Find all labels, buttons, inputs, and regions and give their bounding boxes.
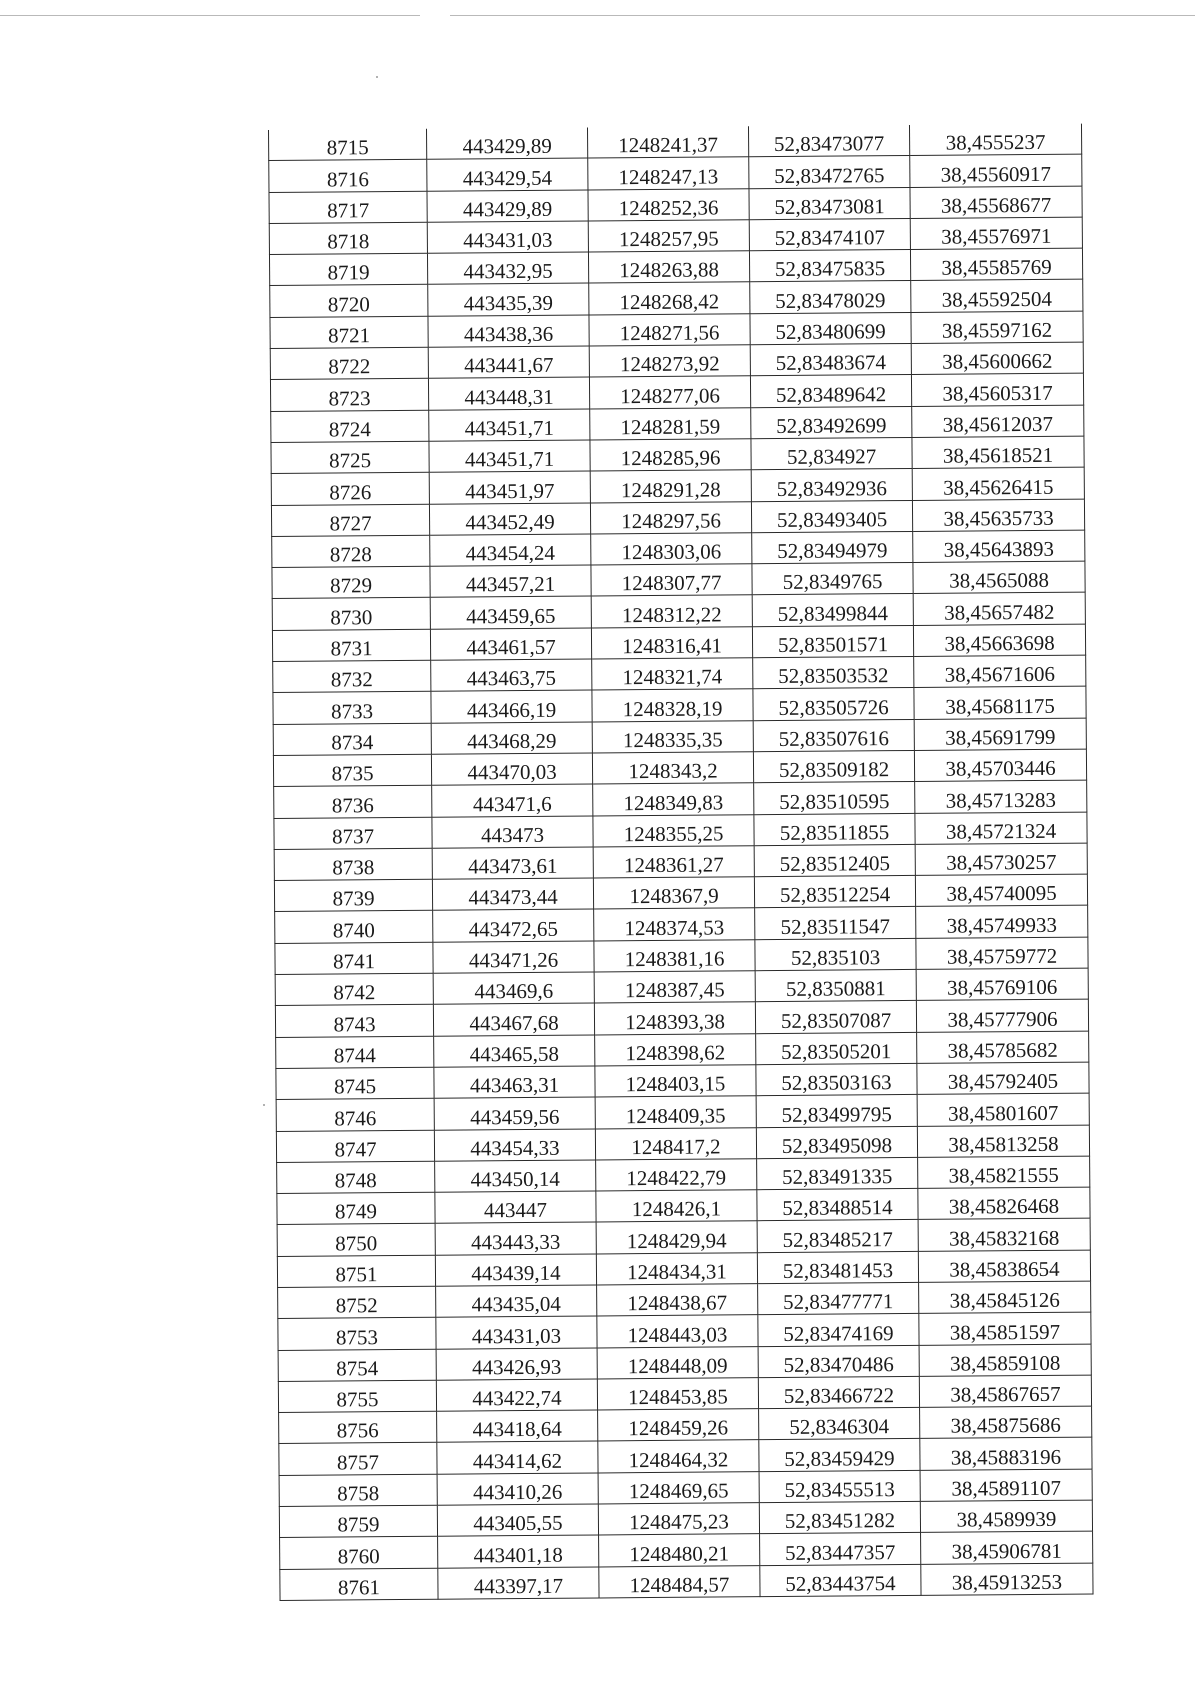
longitude-cell: 38,45832168 (918, 1218, 1090, 1251)
x-coordinate-cell: 443435,04 (436, 1285, 597, 1318)
latitude-cell: 52,83473081 (749, 187, 910, 220)
y-coordinate-cell: 1248464,32 (598, 1440, 759, 1473)
y-coordinate-cell: 1248434,31 (596, 1252, 757, 1285)
y-coordinate-cell: 1248403,15 (595, 1065, 756, 1098)
y-coordinate-cell: 1248277,06 (589, 376, 750, 409)
point-number-cell: 8719 (269, 253, 427, 286)
y-coordinate-cell: 1248426,1 (596, 1190, 757, 1223)
point-number-cell: 8746 (276, 1098, 434, 1131)
point-number-cell: 8735 (273, 754, 431, 787)
y-coordinate-cell: 1248263,88 (588, 251, 749, 284)
longitude-cell: 38,45785682 (917, 1031, 1089, 1064)
latitude-cell: 52,83511547 (755, 907, 916, 940)
y-coordinate-cell: 1248422,79 (596, 1158, 757, 1191)
latitude-cell: 52,8349765 (752, 563, 913, 596)
latitude-cell: 52,83470486 (758, 1345, 919, 1378)
y-coordinate-cell: 1248361,27 (593, 846, 754, 879)
longitude-cell: 38,45801607 (917, 1093, 1089, 1126)
latitude-cell: 52,835103 (755, 938, 916, 971)
longitude-cell: 38,4565088 (913, 561, 1085, 594)
x-coordinate-cell: 443471,6 (432, 784, 593, 817)
y-coordinate-cell: 1248307,77 (591, 564, 752, 597)
y-coordinate-cell: 1248273,92 (589, 345, 750, 378)
point-number-cell: 8745 (276, 1067, 434, 1100)
x-coordinate-cell: 443470,03 (431, 753, 592, 786)
longitude-cell: 38,45826468 (918, 1187, 1090, 1220)
y-coordinate-cell: 1248443,03 (597, 1315, 758, 1348)
latitude-cell: 52,83509182 (753, 750, 914, 783)
latitude-cell: 52,83493405 (751, 500, 912, 533)
latitude-cell: 52,83459429 (759, 1439, 920, 1472)
scan-speck (263, 1104, 265, 1106)
x-coordinate-cell: 443451,97 (429, 471, 590, 504)
latitude-cell: 52,83491335 (757, 1157, 918, 1190)
point-number-cell: 8740 (275, 911, 433, 944)
point-number-cell: 8752 (278, 1286, 436, 1319)
x-coordinate-cell: 443418,64 (437, 1410, 598, 1443)
point-number-cell: 8721 (270, 316, 428, 349)
longitude-cell: 38,45568677 (910, 186, 1082, 219)
latitude-cell: 52,83481453 (757, 1251, 918, 1284)
latitude-cell: 52,83451282 (759, 1501, 920, 1534)
x-coordinate-cell: 443397,17 (438, 1567, 599, 1600)
y-coordinate-cell: 1248268,42 (589, 282, 750, 315)
latitude-cell: 52,83499795 (756, 1095, 917, 1128)
point-number-cell: 8760 (280, 1537, 438, 1570)
latitude-cell: 52,83485217 (757, 1220, 918, 1253)
y-coordinate-cell: 1248247,13 (588, 157, 749, 190)
x-coordinate-cell: 443459,65 (430, 596, 591, 629)
point-number-cell: 8750 (277, 1224, 435, 1257)
latitude-cell: 52,83512254 (754, 876, 915, 909)
y-coordinate-cell: 1248438,67 (597, 1284, 758, 1317)
longitude-cell: 38,45597162 (911, 311, 1083, 344)
y-coordinate-cell: 1248343,2 (592, 752, 753, 785)
y-coordinate-cell: 1248448,09 (597, 1346, 758, 1379)
x-coordinate-cell: 443451,71 (429, 440, 590, 473)
latitude-cell: 52,83503532 (753, 656, 914, 689)
x-coordinate-cell: 443441,67 (428, 346, 589, 379)
x-coordinate-cell: 443465,58 (434, 1035, 595, 1068)
y-coordinate-cell: 1248417,2 (595, 1127, 756, 1160)
point-number-cell: 8756 (279, 1411, 437, 1444)
longitude-cell: 38,45560917 (910, 154, 1082, 187)
point-number-cell: 8728 (272, 535, 430, 568)
longitude-cell: 38,45592504 (911, 280, 1083, 313)
point-number-cell: 8731 (272, 629, 430, 662)
y-coordinate-cell: 1248429,94 (596, 1221, 757, 1254)
x-coordinate-cell: 443468,29 (431, 722, 592, 755)
point-number-cell: 8748 (277, 1161, 435, 1194)
longitude-cell: 38,45713283 (915, 780, 1087, 813)
coordinate-table (268, 124, 1094, 1601)
point-number-cell: 8742 (275, 973, 433, 1006)
y-coordinate-cell: 1248393,38 (594, 1002, 755, 1035)
longitude-cell: 38,45838654 (918, 1250, 1090, 1283)
longitude-cell: 38,45875686 (920, 1406, 1092, 1439)
longitude-cell: 38,45635733 (912, 499, 1084, 532)
y-coordinate-cell: 1248321,74 (592, 658, 753, 691)
longitude-cell: 38,45626415 (912, 467, 1084, 500)
latitude-cell: 52,83499844 (752, 594, 913, 627)
scan-edge-right (450, 15, 1195, 16)
x-coordinate-cell: 443401,18 (438, 1535, 599, 1568)
longitude-cell: 38,45859108 (919, 1344, 1091, 1377)
x-coordinate-cell: 443461,57 (430, 628, 591, 661)
point-number-cell: 8729 (272, 566, 430, 599)
y-coordinate-cell: 1248335,35 (592, 720, 753, 753)
longitude-cell: 38,45891107 (920, 1469, 1092, 1502)
y-coordinate-cell: 1248475,23 (598, 1503, 759, 1536)
x-coordinate-cell: 443459,56 (434, 1097, 595, 1130)
latitude-cell: 52,834927 (751, 437, 912, 470)
longitude-cell: 38,45671606 (914, 655, 1086, 688)
coordinate-table-body (268, 124, 1093, 1601)
x-coordinate-cell: 443473 (432, 816, 593, 849)
point-number-cell: 8758 (279, 1474, 437, 1507)
x-coordinate-cell: 443405,55 (437, 1504, 598, 1537)
point-number-cell: 8755 (278, 1380, 436, 1413)
y-coordinate-cell: 1248349,83 (593, 783, 754, 816)
longitude-cell: 38,45618521 (912, 436, 1084, 469)
latitude-cell: 52,83455513 (759, 1470, 920, 1503)
longitude-cell: 38,45663698 (913, 624, 1085, 657)
latitude-cell: 52,83495098 (756, 1126, 917, 1159)
y-coordinate-cell: 1248252,36 (588, 188, 749, 221)
x-coordinate-cell: 443410,26 (437, 1473, 598, 1506)
longitude-cell: 38,45769106 (916, 968, 1088, 1001)
point-number-cell: 8754 (278, 1349, 436, 1382)
x-coordinate-cell: 443447 (435, 1191, 596, 1224)
x-coordinate-cell: 443454,24 (430, 534, 591, 567)
latitude-cell: 52,83475835 (749, 250, 910, 283)
longitude-cell: 38,45792405 (917, 1062, 1089, 1095)
longitude-cell: 38,45813258 (917, 1125, 1089, 1158)
y-coordinate-cell: 1248281,59 (590, 407, 751, 440)
longitude-cell: 38,45691799 (914, 718, 1086, 751)
y-coordinate-cell: 1248374,53 (594, 908, 755, 941)
longitude-cell: 38,45749933 (916, 906, 1088, 939)
longitude-cell: 38,45906781 (921, 1531, 1093, 1564)
point-number-cell: 8761 (280, 1568, 438, 1601)
y-coordinate-cell: 1248328,19 (592, 689, 753, 722)
y-coordinate-cell: 1248409,35 (595, 1096, 756, 1129)
y-coordinate-cell: 1248303,06 (591, 533, 752, 566)
y-coordinate-cell: 1248469,65 (598, 1471, 759, 1504)
x-coordinate-cell: 443443,33 (435, 1222, 596, 1255)
coordinate-table-container (268, 124, 1088, 1601)
latitude-cell: 52,83473077 (748, 125, 909, 157)
point-number-cell: 8720 (270, 285, 428, 318)
latitude-cell: 52,83477771 (758, 1282, 919, 1315)
x-coordinate-cell: 443466,19 (431, 690, 592, 723)
latitude-cell: 52,83472765 (749, 156, 910, 189)
point-number-cell: 8726 (271, 473, 429, 506)
latitude-cell: 52,83510595 (754, 782, 915, 815)
x-coordinate-cell: 443463,31 (434, 1066, 595, 1099)
point-number-cell: 8725 (271, 441, 429, 474)
point-number-cell: 8747 (276, 1130, 434, 1163)
point-number-cell: 8737 (274, 817, 432, 850)
x-coordinate-cell: 443450,14 (435, 1160, 596, 1193)
y-coordinate-cell: 1248316,41 (591, 626, 752, 659)
longitude-cell: 38,45851597 (919, 1312, 1091, 1345)
longitude-cell: 38,45612037 (912, 405, 1084, 438)
latitude-cell: 52,83443754 (760, 1564, 921, 1597)
latitude-cell: 52,83474107 (749, 218, 910, 251)
latitude-cell: 52,8346304 (759, 1408, 920, 1441)
point-number-cell: 8759 (279, 1505, 437, 1538)
x-coordinate-cell: 443414,62 (437, 1441, 598, 1474)
latitude-cell: 52,83480699 (750, 312, 911, 345)
x-coordinate-cell: 443457,21 (430, 565, 591, 598)
y-coordinate-cell: 1248453,85 (597, 1378, 758, 1411)
y-coordinate-cell: 1248355,25 (593, 814, 754, 847)
latitude-cell: 52,83507087 (755, 1001, 916, 1034)
latitude-cell: 52,83512405 (754, 844, 915, 877)
longitude-cell: 38,45576971 (910, 217, 1082, 250)
longitude-cell: 38,45585769 (910, 248, 1082, 281)
point-number-cell: 8730 (272, 598, 430, 631)
longitude-cell: 38,45730257 (915, 843, 1087, 876)
y-coordinate-cell: 1248387,45 (594, 971, 755, 1004)
point-number-cell: 8718 (269, 222, 427, 255)
point-number-cell: 8724 (271, 410, 429, 443)
latitude-cell: 52,83474169 (758, 1314, 919, 1347)
scan-edge-left (0, 15, 420, 16)
x-coordinate-cell: 443472,65 (433, 909, 594, 942)
latitude-cell: 52,83478029 (750, 281, 911, 314)
point-number-cell: 8738 (274, 848, 432, 881)
latitude-cell: 52,83505201 (756, 1032, 917, 1065)
y-coordinate-cell: 1248484,57 (599, 1565, 760, 1598)
latitude-cell: 52,8350881 (755, 969, 916, 1002)
y-coordinate-cell: 1248381,16 (594, 939, 755, 972)
longitude-cell: 38,45867657 (919, 1375, 1091, 1408)
x-coordinate-cell: 443435,39 (428, 283, 589, 316)
latitude-cell: 52,83447357 (760, 1533, 921, 1566)
longitude-cell: 38,45777906 (916, 999, 1088, 1032)
latitude-cell: 52,83492699 (751, 406, 912, 439)
y-coordinate-cell: 1248367,9 (593, 877, 754, 910)
longitude-cell: 38,45740095 (915, 874, 1087, 907)
latitude-cell: 52,83511855 (754, 813, 915, 846)
x-coordinate-cell: 443429,54 (427, 158, 588, 191)
x-coordinate-cell: 443439,14 (435, 1254, 596, 1287)
y-coordinate-cell: 1248312,22 (591, 595, 752, 628)
x-coordinate-cell: 443473,61 (432, 847, 593, 880)
point-number-cell: 8733 (273, 692, 431, 725)
y-coordinate-cell: 1248241,37 (587, 126, 748, 158)
point-number-cell: 8716 (269, 160, 427, 193)
point-number-cell: 8715 (268, 129, 426, 161)
longitude-cell: 38,4555237 (909, 124, 1081, 156)
point-number-cell: 8717 (269, 191, 427, 224)
x-coordinate-cell: 443426,93 (436, 1348, 597, 1381)
x-coordinate-cell: 443429,89 (426, 127, 587, 159)
point-number-cell: 8739 (274, 879, 432, 912)
latitude-cell: 52,83492936 (751, 469, 912, 502)
latitude-cell: 52,83507616 (753, 719, 914, 752)
latitude-cell: 52,83466722 (758, 1376, 919, 1409)
x-coordinate-cell: 443431,03 (436, 1316, 597, 1349)
y-coordinate-cell: 1248291,28 (590, 470, 751, 503)
x-coordinate-cell: 443438,36 (428, 315, 589, 348)
latitude-cell: 52,83488514 (757, 1189, 918, 1222)
longitude-cell: 38,45821555 (918, 1156, 1090, 1189)
longitude-cell: 38,45681175 (914, 686, 1086, 719)
y-coordinate-cell: 1248480,21 (599, 1534, 760, 1567)
table-row (280, 1563, 1093, 1601)
x-coordinate-cell: 443452,49 (429, 503, 590, 536)
y-coordinate-cell: 1248297,56 (590, 501, 751, 534)
y-coordinate-cell: 1248271,56 (589, 314, 750, 347)
point-number-cell: 8749 (277, 1192, 435, 1225)
point-number-cell: 8732 (273, 660, 431, 693)
longitude-cell: 38,45883196 (920, 1438, 1092, 1471)
x-coordinate-cell: 443467,68 (433, 1003, 594, 1036)
y-coordinate-cell: 1248459,26 (598, 1409, 759, 1442)
longitude-cell: 38,45721324 (915, 812, 1087, 845)
x-coordinate-cell: 443422,74 (436, 1379, 597, 1412)
longitude-cell: 38,45600662 (911, 342, 1083, 375)
point-number-cell: 8751 (277, 1255, 435, 1288)
latitude-cell: 52,83483674 (750, 344, 911, 377)
y-coordinate-cell: 1248257,95 (588, 220, 749, 253)
longitude-cell: 38,4589939 (920, 1500, 1092, 1533)
point-number-cell: 8741 (275, 942, 433, 975)
longitude-cell: 38,45605317 (911, 373, 1083, 406)
point-number-cell: 8757 (279, 1443, 437, 1476)
x-coordinate-cell: 443431,03 (427, 221, 588, 254)
x-coordinate-cell: 443471,26 (433, 941, 594, 974)
point-number-cell: 8744 (276, 1036, 434, 1069)
x-coordinate-cell: 443463,75 (431, 659, 592, 692)
point-number-cell: 8727 (271, 504, 429, 537)
x-coordinate-cell: 443469,6 (433, 972, 594, 1005)
longitude-cell: 38,45657482 (913, 593, 1085, 626)
y-coordinate-cell: 1248398,62 (595, 1033, 756, 1066)
latitude-cell: 52,83505726 (753, 688, 914, 721)
point-number-cell: 8722 (270, 347, 428, 380)
point-number-cell: 8723 (270, 379, 428, 412)
x-coordinate-cell: 443429,89 (427, 190, 588, 223)
longitude-cell: 38,45703446 (914, 749, 1086, 782)
x-coordinate-cell: 443448,31 (428, 377, 589, 410)
latitude-cell: 52,83503163 (756, 1063, 917, 1096)
x-coordinate-cell: 443473,44 (432, 878, 593, 911)
y-coordinate-cell: 1248285,96 (590, 439, 751, 472)
x-coordinate-cell: 443454,33 (434, 1128, 595, 1161)
point-number-cell: 8753 (278, 1317, 436, 1350)
point-number-cell: 8736 (274, 785, 432, 818)
scan-speck (376, 76, 378, 78)
x-coordinate-cell: 443432,95 (427, 252, 588, 285)
point-number-cell: 8743 (275, 1005, 433, 1038)
latitude-cell: 52,83494979 (752, 531, 913, 564)
latitude-cell: 52,83489642 (750, 375, 911, 408)
longitude-cell: 38,45759772 (916, 937, 1088, 970)
point-number-cell: 8734 (273, 723, 431, 756)
longitude-cell: 38,45643893 (913, 530, 1085, 563)
latitude-cell: 52,83501571 (752, 625, 913, 658)
x-coordinate-cell: 443451,71 (429, 409, 590, 442)
longitude-cell: 38,45845126 (919, 1281, 1091, 1314)
longitude-cell: 38,45913253 (921, 1563, 1093, 1596)
